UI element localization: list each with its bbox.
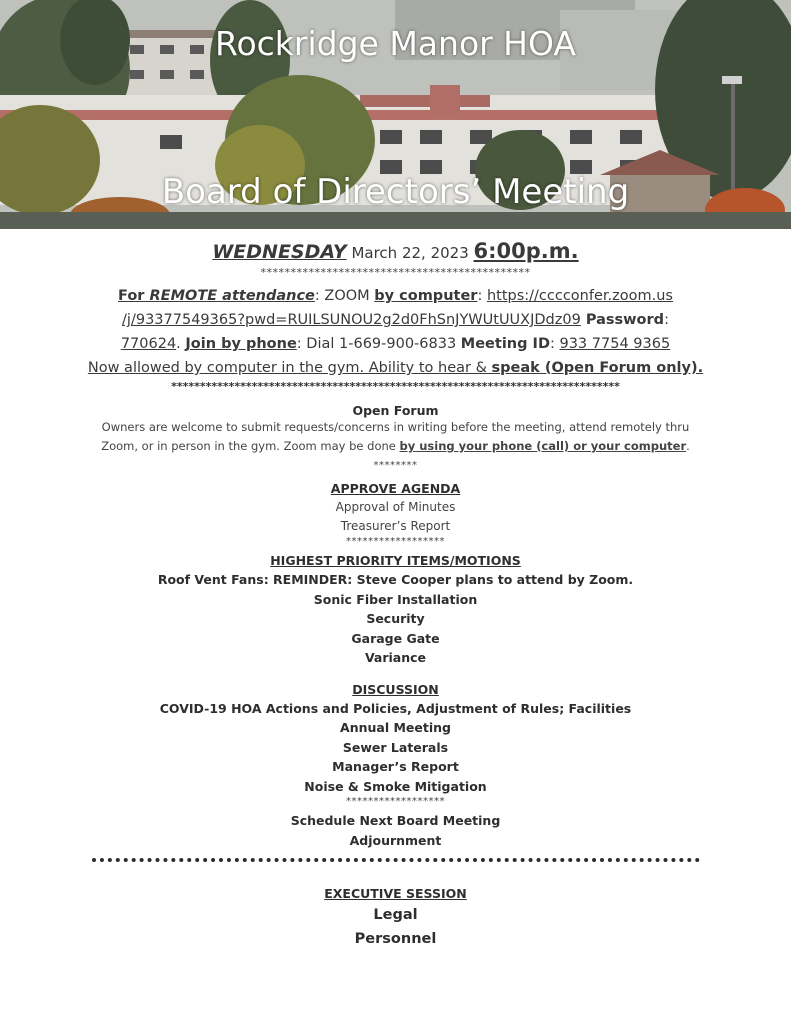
separator: ********************************************* xyxy=(260,266,531,279)
colon: : xyxy=(477,288,487,304)
list-item: Sonic Fiber Installation xyxy=(313,591,478,607)
meeting-id-label: Meeting ID xyxy=(460,336,550,352)
event-title: Board of Directors’ Meeting xyxy=(161,172,630,212)
zoom-url-part1[interactable]: https://cccconfer.zoom.us xyxy=(486,288,673,304)
meeting-time: 6:00p.m. xyxy=(473,239,579,263)
open-forum-line1: Owners are welcome to submit requests/concerns in writing before the meeting, attend remotely thru xyxy=(101,420,690,434)
header-photo xyxy=(0,0,791,229)
gym-bold-text: speak (Open Forum only). xyxy=(491,360,704,376)
discussion-title: DISCUSSION xyxy=(352,681,439,697)
meeting-agenda xyxy=(0,229,791,951)
gym-text: Now allowed by computer in the gym. Ability to hear & xyxy=(87,360,492,376)
open-forum-line2: Zoom, or in person in the gym. Zoom may be done xyxy=(101,439,400,453)
open-forum-title: Open Forum xyxy=(352,403,439,418)
org-name: Rockridge Manor HOA xyxy=(215,24,576,63)
open-forum-text xyxy=(0,418,791,475)
dial-text: : Dial 1-669-900-6833 xyxy=(296,336,461,352)
meeting-date: March 22, 2023 xyxy=(351,244,469,262)
meeting-day: WEDNESDAY xyxy=(212,241,347,263)
dotted-divider xyxy=(92,858,700,862)
zoom-text: : ZOOM xyxy=(314,288,375,304)
approve-agenda-title: APPROVE AGENDA xyxy=(330,481,461,496)
list-item: Variance xyxy=(364,650,427,665)
zoom-url-part2[interactable]: /j/93377549365?pwd=RUILSUNOU2g2d0FhSnJYWUtUUXJDdz09 xyxy=(122,312,581,328)
meeting-id-value: 933 7754 9365 xyxy=(559,336,671,352)
list-item: Garage Gate xyxy=(351,630,440,646)
separator: ****************** xyxy=(346,796,445,807)
meeting-date-line xyxy=(0,239,791,263)
approve-agenda-list xyxy=(0,498,791,547)
open-forum-line2-bold: by using your phone (call) or your computer xyxy=(399,439,687,453)
list-item: Roof Vent Fans: REMINDER: Steve Cooper plans to attend by Zoom. xyxy=(157,572,634,587)
list-item: Treasurer’s Report xyxy=(340,519,451,533)
period: . xyxy=(686,439,690,453)
remote-attendance xyxy=(0,284,791,380)
list-item: Manager’s Report xyxy=(332,759,459,774)
separator: ******** xyxy=(373,460,418,471)
password-value: 770624 xyxy=(120,336,177,352)
list-item: Security xyxy=(366,611,425,626)
join-phone-label: Join by phone xyxy=(185,336,297,352)
separator-long: ****************************************************************************** xyxy=(171,380,620,393)
for-label: For xyxy=(118,288,150,304)
colon: : xyxy=(664,312,669,328)
executive-session-list xyxy=(0,903,791,951)
list-item: Sewer Laterals xyxy=(342,739,449,755)
executive-session-title: EXECUTIVE SESSION xyxy=(324,886,467,901)
list-item: Annual Meeting xyxy=(340,720,451,735)
period: . xyxy=(176,336,186,352)
priority-title: HIGHEST PRIORITY ITEMS/MOTIONS xyxy=(270,553,521,568)
separator: ****************** xyxy=(346,536,445,547)
list-item: Legal xyxy=(373,907,418,923)
remote-label: REMOTE attendance xyxy=(149,288,315,304)
list-item: Schedule Next Board Meeting xyxy=(290,813,501,828)
colon: : xyxy=(549,336,560,352)
by-computer-label: by computer xyxy=(374,288,478,304)
discussion-list xyxy=(0,699,791,851)
list-item: Personnel xyxy=(354,931,437,947)
list-item: COVID-19 HOA Actions and Policies, Adjustment of Rules; Facilities xyxy=(159,700,632,716)
list-item: Noise & Smoke Mitigation xyxy=(304,778,487,794)
priority-list xyxy=(0,570,791,668)
list-item: Approval of Minutes xyxy=(335,500,456,514)
list-item: Adjournment xyxy=(349,832,442,848)
password-label: Password xyxy=(580,312,665,328)
